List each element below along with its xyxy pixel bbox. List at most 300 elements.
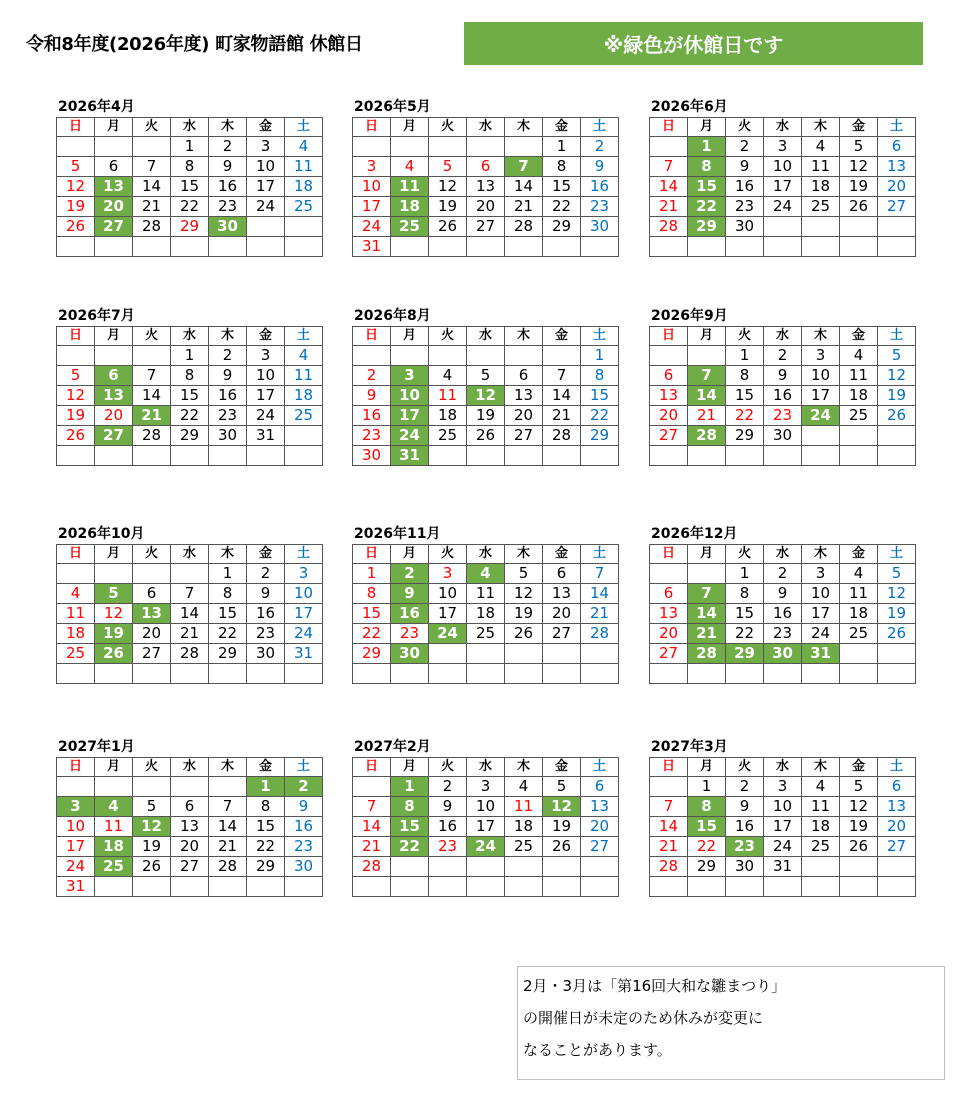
empty-cell [840, 644, 878, 664]
day-cell: 22 [688, 837, 726, 857]
week-row [650, 446, 916, 466]
weekday-header: 月 [688, 118, 726, 137]
day-cell: 25 [840, 406, 878, 426]
week-row [353, 446, 619, 466]
day-cell: 18 [505, 817, 543, 837]
weekday-header: 月 [391, 118, 429, 137]
empty-cell [95, 346, 133, 366]
empty-cell [802, 877, 840, 897]
day-cell: 21 [505, 197, 543, 217]
day-cell: 14 [133, 386, 171, 406]
day-cell: 14 [505, 177, 543, 197]
day-cell: 29 [171, 426, 209, 446]
month-calendar [56, 97, 316, 257]
day-cell: 17 [764, 177, 802, 197]
weekday-header: 日 [650, 545, 688, 564]
closed-day-cell: 14 [688, 386, 726, 406]
closed-day-cell: 14 [688, 604, 726, 624]
day-cell: 5 [840, 777, 878, 797]
day-cell: 2 [209, 346, 247, 366]
week-row [57, 217, 323, 237]
weekday-header: 水 [467, 118, 505, 137]
empty-cell [429, 644, 467, 664]
day-cell: 11 [285, 366, 323, 386]
day-cell: 10 [802, 366, 840, 386]
day-cell: 4 [840, 346, 878, 366]
week-row [650, 584, 916, 604]
day-cell: 15 [726, 386, 764, 406]
day-cell: 2 [353, 366, 391, 386]
empty-cell [133, 346, 171, 366]
empty-cell [840, 446, 878, 466]
day-cell: 21 [688, 406, 726, 426]
weekday-header: 金 [840, 758, 878, 777]
day-cell: 9 [353, 386, 391, 406]
day-cell: 27 [581, 837, 619, 857]
day-cell: 16 [764, 386, 802, 406]
empty-cell [878, 644, 916, 664]
closed-day-cell: 23 [726, 837, 764, 857]
weekday-header: 月 [95, 545, 133, 564]
weekday-header: 木 [209, 545, 247, 564]
day-cell: 27 [878, 837, 916, 857]
day-cell: 9 [247, 584, 285, 604]
empty-cell [543, 644, 581, 664]
note-line: なることがあります。 [523, 1041, 672, 1059]
day-cell: 30 [764, 426, 802, 446]
weekday-header: 木 [802, 758, 840, 777]
day-cell: 2 [209, 137, 247, 157]
note-line: の開催日が未定のため休みが変更に [523, 1009, 764, 1027]
day-cell: 17 [285, 604, 323, 624]
day-cell: 14 [650, 177, 688, 197]
closed-day-cell: 28 [688, 644, 726, 664]
day-cell: 16 [726, 817, 764, 837]
week-row [353, 237, 619, 257]
day-cell: 31 [764, 857, 802, 877]
closed-day-cell: 25 [95, 857, 133, 877]
empty-cell [688, 877, 726, 897]
closed-day-cell: 31 [802, 644, 840, 664]
empty-cell [353, 777, 391, 797]
day-cell: 22 [209, 624, 247, 644]
closed-day-cell: 28 [688, 426, 726, 446]
closed-day-cell: 2 [391, 564, 429, 584]
week-row [650, 217, 916, 237]
weekday-header: 土 [285, 545, 323, 564]
day-cell: 3 [764, 137, 802, 157]
day-cell: 20 [505, 406, 543, 426]
day-cell: 14 [650, 817, 688, 837]
day-cell: 22 [726, 624, 764, 644]
day-cell: 13 [505, 386, 543, 406]
day-cell: 28 [209, 857, 247, 877]
day-cell: 26 [840, 837, 878, 857]
empty-cell [840, 426, 878, 446]
day-cell: 3 [247, 346, 285, 366]
closed-day-cell: 29 [726, 644, 764, 664]
day-cell: 14 [353, 817, 391, 837]
day-cell: 21 [581, 604, 619, 624]
empty-cell [391, 346, 429, 366]
weekday-header: 火 [726, 545, 764, 564]
empty-cell [285, 237, 323, 257]
day-cell: 23 [764, 624, 802, 644]
month-title: 2027年2月 [354, 739, 431, 755]
month-title: 2026年11月 [354, 526, 441, 542]
weekday-header: 日 [57, 118, 95, 137]
day-cell: 20 [581, 817, 619, 837]
day-cell: 10 [285, 584, 323, 604]
empty-cell [171, 446, 209, 466]
day-cell: 20 [878, 817, 916, 837]
day-cell: 26 [429, 217, 467, 237]
weekday-header: 火 [429, 118, 467, 137]
day-cell: 15 [171, 177, 209, 197]
day-cell: 13 [650, 604, 688, 624]
day-cell: 30 [353, 446, 391, 466]
day-cell: 17 [802, 604, 840, 624]
day-cell: 11 [467, 584, 505, 604]
empty-cell [802, 446, 840, 466]
week-row [57, 564, 323, 584]
weekday-header: 木 [209, 758, 247, 777]
day-cell: 26 [133, 857, 171, 877]
weekday-header: 土 [581, 118, 619, 137]
day-cell: 19 [878, 386, 916, 406]
day-cell: 3 [247, 137, 285, 157]
empty-cell [467, 237, 505, 257]
day-cell: 16 [764, 604, 802, 624]
week-row [353, 217, 619, 237]
week-row [57, 426, 323, 446]
week-row [650, 624, 916, 644]
week-row [57, 386, 323, 406]
week-row [353, 366, 619, 386]
day-cell: 8 [726, 584, 764, 604]
closed-day-cell: 10 [391, 386, 429, 406]
empty-cell [726, 877, 764, 897]
empty-cell [467, 877, 505, 897]
week-row [650, 777, 916, 797]
day-cell: 12 [95, 604, 133, 624]
weekday-header: 土 [285, 118, 323, 137]
day-cell: 31 [285, 644, 323, 664]
day-cell: 11 [285, 157, 323, 177]
weekday-header: 月 [688, 758, 726, 777]
weekday-header: 水 [764, 327, 802, 346]
day-cell: 16 [247, 604, 285, 624]
empty-cell [429, 237, 467, 257]
weekday-header-row [650, 758, 916, 777]
day-cell: 10 [247, 366, 285, 386]
weekday-header: 水 [467, 327, 505, 346]
week-row [650, 797, 916, 817]
day-cell: 18 [802, 817, 840, 837]
day-cell: 17 [57, 837, 95, 857]
day-cell: 25 [505, 837, 543, 857]
weekday-header: 月 [688, 327, 726, 346]
week-row [353, 157, 619, 177]
day-cell: 5 [57, 157, 95, 177]
day-cell: 29 [543, 217, 581, 237]
weekday-header: 火 [133, 118, 171, 137]
week-row [353, 837, 619, 857]
day-cell: 14 [543, 386, 581, 406]
empty-cell [764, 446, 802, 466]
day-cell: 29 [209, 644, 247, 664]
weekday-header: 土 [878, 758, 916, 777]
closed-day-cell: 7 [688, 366, 726, 386]
empty-cell [878, 217, 916, 237]
day-cell: 1 [353, 564, 391, 584]
empty-cell [802, 857, 840, 877]
day-cell: 3 [429, 564, 467, 584]
empty-cell [878, 446, 916, 466]
day-cell: 19 [429, 197, 467, 217]
day-cell: 29 [581, 426, 619, 446]
day-cell: 11 [840, 366, 878, 386]
empty-cell [353, 137, 391, 157]
day-cell: 21 [353, 837, 391, 857]
week-row [650, 237, 916, 257]
day-cell: 4 [57, 584, 95, 604]
day-cell: 8 [543, 157, 581, 177]
closed-day-cell: 6 [95, 366, 133, 386]
week-row [353, 197, 619, 217]
weekday-header: 木 [505, 327, 543, 346]
empty-cell [285, 446, 323, 466]
closed-day-cell: 20 [95, 197, 133, 217]
empty-cell [391, 877, 429, 897]
day-cell: 24 [285, 624, 323, 644]
weekday-header: 月 [391, 545, 429, 564]
day-cell: 13 [878, 797, 916, 817]
week-row [650, 837, 916, 857]
day-cell: 2 [429, 777, 467, 797]
day-cell: 26 [878, 624, 916, 644]
month-table [352, 326, 619, 466]
day-cell: 24 [57, 857, 95, 877]
day-cell: 1 [209, 564, 247, 584]
day-cell: 7 [650, 797, 688, 817]
week-row [57, 406, 323, 426]
day-cell: 6 [467, 157, 505, 177]
day-cell: 1 [688, 777, 726, 797]
empty-cell [95, 564, 133, 584]
day-cell: 5 [133, 797, 171, 817]
closed-day-cell: 29 [688, 217, 726, 237]
day-cell: 1 [171, 137, 209, 157]
empty-cell [467, 446, 505, 466]
day-cell: 10 [429, 584, 467, 604]
week-row [353, 817, 619, 837]
empty-cell [543, 446, 581, 466]
weekday-header: 火 [133, 327, 171, 346]
closed-day-cell: 11 [391, 177, 429, 197]
empty-cell [467, 137, 505, 157]
weekday-header-row [353, 327, 619, 346]
day-cell: 13 [581, 797, 619, 817]
weekday-header: 土 [581, 758, 619, 777]
weekday-header: 土 [878, 118, 916, 137]
weekday-header-row [353, 758, 619, 777]
closed-day-cell: 13 [133, 604, 171, 624]
day-cell: 20 [543, 604, 581, 624]
weekday-header: 日 [650, 758, 688, 777]
day-cell: 28 [650, 217, 688, 237]
weekday-header: 金 [840, 118, 878, 137]
day-cell: 27 [650, 426, 688, 446]
empty-cell [840, 237, 878, 257]
month-calendar [649, 306, 909, 466]
empty-cell [764, 217, 802, 237]
weekday-header: 金 [840, 327, 878, 346]
week-row [353, 346, 619, 366]
closed-day-cell: 30 [209, 217, 247, 237]
weekday-header: 木 [802, 118, 840, 137]
empty-cell [391, 137, 429, 157]
day-cell: 11 [57, 604, 95, 624]
empty-cell [429, 877, 467, 897]
closed-day-cell: 18 [391, 197, 429, 217]
week-row [650, 177, 916, 197]
day-cell: 1 [581, 346, 619, 366]
empty-cell [505, 446, 543, 466]
empty-cell [688, 564, 726, 584]
empty-cell [764, 664, 802, 684]
day-cell: 24 [764, 837, 802, 857]
day-cell: 22 [171, 197, 209, 217]
day-cell: 18 [57, 624, 95, 644]
day-cell: 6 [878, 777, 916, 797]
day-cell: 26 [57, 217, 95, 237]
empty-cell [650, 446, 688, 466]
empty-cell [543, 346, 581, 366]
page-title: 令和8年度(2026年度) 町家物語館 休館日 [26, 34, 363, 55]
week-row [353, 664, 619, 684]
weekday-header: 水 [764, 758, 802, 777]
empty-cell [840, 857, 878, 877]
day-cell: 12 [878, 366, 916, 386]
day-cell: 8 [171, 157, 209, 177]
empty-cell [650, 237, 688, 257]
day-cell: 27 [878, 197, 916, 217]
week-row [57, 177, 323, 197]
empty-cell [57, 777, 95, 797]
day-cell: 7 [209, 797, 247, 817]
week-row [353, 386, 619, 406]
day-cell: 14 [581, 584, 619, 604]
month-title: 2026年7月 [58, 308, 135, 324]
week-row [57, 237, 323, 257]
day-cell: 1 [543, 137, 581, 157]
month-table [56, 326, 323, 466]
empty-cell [285, 664, 323, 684]
day-cell: 26 [467, 426, 505, 446]
weekday-header: 日 [57, 545, 95, 564]
empty-cell [209, 777, 247, 797]
day-cell: 11 [840, 584, 878, 604]
month-calendar [352, 306, 612, 466]
day-cell: 22 [581, 406, 619, 426]
day-cell: 31 [353, 237, 391, 257]
empty-cell [543, 664, 581, 684]
closed-day-cell: 24 [467, 837, 505, 857]
day-cell: 13 [467, 177, 505, 197]
weekday-header: 土 [581, 327, 619, 346]
weekday-header-row [57, 118, 323, 137]
day-cell: 25 [285, 197, 323, 217]
day-cell: 21 [543, 406, 581, 426]
day-cell: 17 [247, 177, 285, 197]
empty-cell [171, 664, 209, 684]
day-cell: 25 [840, 624, 878, 644]
weekday-header: 金 [247, 545, 285, 564]
empty-cell [543, 877, 581, 897]
day-cell: 14 [209, 817, 247, 837]
day-cell: 2 [726, 137, 764, 157]
empty-cell [429, 446, 467, 466]
closed-day-cell: 25 [391, 217, 429, 237]
weekday-header: 土 [581, 545, 619, 564]
day-cell: 2 [247, 564, 285, 584]
day-cell: 5 [543, 777, 581, 797]
day-cell: 9 [581, 157, 619, 177]
closed-day-cell: 18 [95, 837, 133, 857]
day-cell: 30 [285, 857, 323, 877]
closed-day-cell: 30 [391, 644, 429, 664]
weekday-header: 土 [285, 327, 323, 346]
day-cell: 26 [840, 197, 878, 217]
month-table [56, 544, 323, 684]
empty-cell [467, 857, 505, 877]
month-table [649, 326, 916, 466]
day-cell: 7 [650, 157, 688, 177]
week-row [650, 386, 916, 406]
day-cell: 30 [726, 217, 764, 237]
day-cell: 1 [726, 564, 764, 584]
closed-day-cell: 15 [391, 817, 429, 837]
day-cell: 25 [429, 426, 467, 446]
week-row [57, 584, 323, 604]
weekday-header: 日 [353, 758, 391, 777]
month-title: 2026年9月 [651, 308, 728, 324]
weekday-header: 火 [726, 327, 764, 346]
day-cell: 21 [209, 837, 247, 857]
closed-day-cell: 24 [429, 624, 467, 644]
weekday-header: 月 [391, 758, 429, 777]
weekday-header: 水 [467, 545, 505, 564]
closed-day-cell: 7 [688, 584, 726, 604]
weekday-header: 水 [171, 327, 209, 346]
closed-day-cell: 21 [688, 624, 726, 644]
empty-cell [171, 777, 209, 797]
weekday-header: 日 [353, 545, 391, 564]
week-row [57, 644, 323, 664]
week-row [650, 817, 916, 837]
week-row [353, 644, 619, 664]
day-cell: 11 [429, 386, 467, 406]
weekday-header: 金 [247, 758, 285, 777]
day-cell: 16 [581, 177, 619, 197]
empty-cell [581, 644, 619, 664]
weekday-header: 土 [878, 327, 916, 346]
day-cell: 29 [171, 217, 209, 237]
day-cell: 22 [353, 624, 391, 644]
day-cell: 5 [505, 564, 543, 584]
day-cell: 5 [467, 366, 505, 386]
